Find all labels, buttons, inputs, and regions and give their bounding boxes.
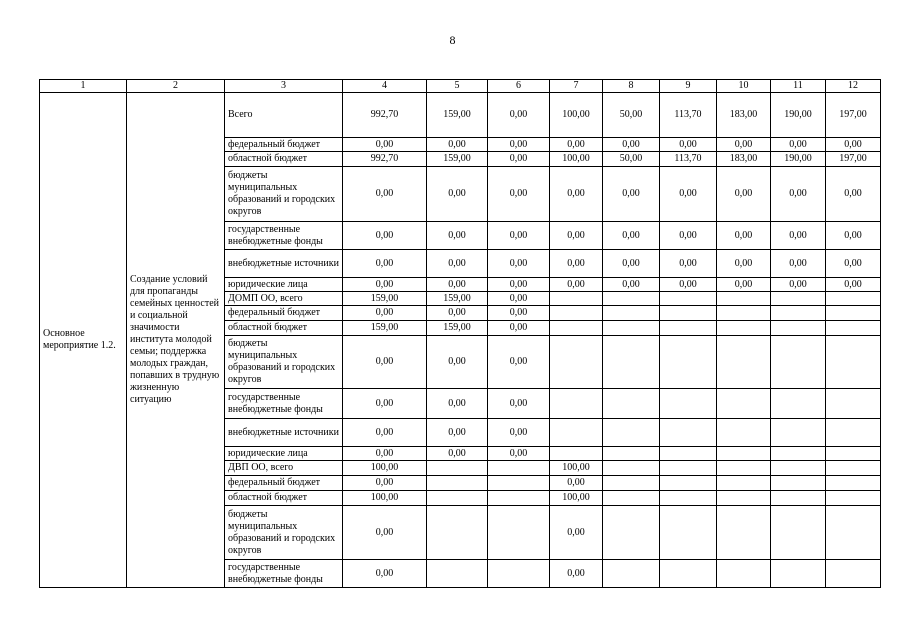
value-cell bbox=[660, 461, 717, 476]
value-cell: 0,00 bbox=[488, 447, 550, 461]
funding-source-cell: федеральный бюджет bbox=[225, 138, 343, 152]
value-cell bbox=[771, 560, 826, 588]
value-cell: 0,00 bbox=[826, 278, 881, 292]
value-cell bbox=[771, 292, 826, 306]
value-cell: 0,00 bbox=[717, 278, 771, 292]
value-cell bbox=[550, 306, 603, 321]
value-cell bbox=[603, 292, 660, 306]
value-cell: 0,00 bbox=[488, 419, 550, 447]
value-cell: 183,00 bbox=[717, 93, 771, 138]
value-cell: 113,70 bbox=[660, 93, 717, 138]
value-cell bbox=[771, 447, 826, 461]
value-cell bbox=[771, 306, 826, 321]
value-cell bbox=[717, 336, 771, 389]
column-header: 10 bbox=[717, 80, 771, 93]
value-cell bbox=[660, 321, 717, 336]
value-cell: 159,00 bbox=[343, 321, 427, 336]
value-cell: 113,70 bbox=[660, 152, 717, 167]
value-cell: 0,00 bbox=[427, 447, 488, 461]
value-cell bbox=[603, 389, 660, 419]
value-cell bbox=[660, 336, 717, 389]
value-cell: 100,00 bbox=[343, 491, 427, 506]
value-cell bbox=[427, 476, 488, 491]
value-cell: 0,00 bbox=[488, 306, 550, 321]
value-cell: 0,00 bbox=[660, 250, 717, 278]
value-cell: 992,70 bbox=[343, 152, 427, 167]
value-cell bbox=[488, 560, 550, 588]
value-cell bbox=[826, 321, 881, 336]
value-cell: 0,00 bbox=[660, 167, 717, 222]
value-cell: 0,00 bbox=[717, 250, 771, 278]
value-cell bbox=[603, 321, 660, 336]
value-cell bbox=[603, 491, 660, 506]
value-cell bbox=[771, 461, 826, 476]
value-cell bbox=[603, 461, 660, 476]
value-cell bbox=[603, 476, 660, 491]
column-header: 11 bbox=[771, 80, 826, 93]
funding-source-cell: областной бюджет bbox=[225, 152, 343, 167]
value-cell: 0,00 bbox=[550, 476, 603, 491]
value-cell bbox=[603, 419, 660, 447]
column-header: 9 bbox=[660, 80, 717, 93]
value-cell bbox=[826, 506, 881, 560]
value-cell: 0,00 bbox=[488, 152, 550, 167]
value-cell bbox=[717, 306, 771, 321]
value-cell bbox=[488, 491, 550, 506]
value-cell: 197,00 bbox=[826, 93, 881, 138]
column-header-row bbox=[40, 80, 881, 93]
value-cell: 0,00 bbox=[550, 167, 603, 222]
value-cell bbox=[826, 292, 881, 306]
value-cell bbox=[603, 336, 660, 389]
value-cell: 0,00 bbox=[343, 167, 427, 222]
value-cell bbox=[550, 336, 603, 389]
funding-source-cell: Всего bbox=[225, 93, 343, 138]
value-cell bbox=[826, 461, 881, 476]
value-cell: 159,00 bbox=[427, 292, 488, 306]
column-header: 3 bbox=[225, 80, 343, 93]
funding-source-cell: внебюджетные источники bbox=[225, 419, 343, 447]
value-cell: 0,00 bbox=[603, 250, 660, 278]
value-cell bbox=[427, 491, 488, 506]
value-cell: 0,00 bbox=[488, 389, 550, 419]
value-cell: 0,00 bbox=[550, 278, 603, 292]
value-cell bbox=[660, 447, 717, 461]
value-cell bbox=[427, 461, 488, 476]
value-cell: 0,00 bbox=[488, 278, 550, 292]
value-cell: 0,00 bbox=[771, 250, 826, 278]
value-cell: 0,00 bbox=[550, 138, 603, 152]
funding-source-cell: юридические лица bbox=[225, 278, 343, 292]
value-cell bbox=[488, 476, 550, 491]
value-cell: 190,00 bbox=[771, 93, 826, 138]
value-cell: 0,00 bbox=[488, 321, 550, 336]
value-cell bbox=[771, 476, 826, 491]
column-header: 2 bbox=[127, 80, 225, 93]
value-cell: 0,00 bbox=[427, 306, 488, 321]
value-cell: 0,00 bbox=[427, 336, 488, 389]
value-cell: 0,00 bbox=[343, 560, 427, 588]
value-cell bbox=[717, 292, 771, 306]
activity-cell: Основное мероприятие 1.2. bbox=[40, 93, 127, 588]
table-row bbox=[40, 93, 881, 138]
funding-source-cell: бюджеты муниципальных образований и городских округов bbox=[225, 506, 343, 560]
value-cell: 0,00 bbox=[771, 138, 826, 152]
value-cell bbox=[550, 292, 603, 306]
value-cell bbox=[550, 389, 603, 419]
value-cell bbox=[771, 336, 826, 389]
value-cell bbox=[826, 560, 881, 588]
funding-source-cell: государственные внебюджетные фонды bbox=[225, 222, 343, 250]
value-cell: 0,00 bbox=[343, 476, 427, 491]
value-cell bbox=[717, 419, 771, 447]
value-cell: 0,00 bbox=[427, 138, 488, 152]
value-cell bbox=[717, 476, 771, 491]
value-cell: 50,00 bbox=[603, 152, 660, 167]
value-cell: 0,00 bbox=[427, 250, 488, 278]
value-cell: 0,00 bbox=[488, 93, 550, 138]
value-cell: 100,00 bbox=[550, 93, 603, 138]
funding-source-cell: внебюджетные источники bbox=[225, 250, 343, 278]
value-cell bbox=[717, 506, 771, 560]
funding-source-cell: государственные внебюджетные фонды bbox=[225, 389, 343, 419]
value-cell bbox=[603, 447, 660, 461]
value-cell: 183,00 bbox=[717, 152, 771, 167]
column-header: 6 bbox=[488, 80, 550, 93]
value-cell: 992,70 bbox=[343, 93, 427, 138]
value-cell bbox=[717, 447, 771, 461]
value-cell bbox=[488, 461, 550, 476]
budget-table bbox=[39, 79, 881, 588]
value-cell: 0,00 bbox=[717, 138, 771, 152]
value-cell: 100,00 bbox=[550, 461, 603, 476]
value-cell bbox=[771, 491, 826, 506]
value-cell: 100,00 bbox=[550, 491, 603, 506]
value-cell: 159,00 bbox=[427, 93, 488, 138]
value-cell bbox=[826, 389, 881, 419]
funding-source-cell: областной бюджет bbox=[225, 321, 343, 336]
column-header: 4 bbox=[343, 80, 427, 93]
value-cell bbox=[660, 491, 717, 506]
value-cell: 0,00 bbox=[826, 222, 881, 250]
funding-source-cell: федеральный бюджет bbox=[225, 306, 343, 321]
value-cell: 0,00 bbox=[660, 138, 717, 152]
value-cell bbox=[826, 491, 881, 506]
value-cell bbox=[771, 419, 826, 447]
value-cell: 0,00 bbox=[488, 138, 550, 152]
value-cell: 0,00 bbox=[343, 138, 427, 152]
value-cell: 50,00 bbox=[603, 93, 660, 138]
value-cell: 0,00 bbox=[343, 222, 427, 250]
value-cell bbox=[427, 560, 488, 588]
value-cell: 0,00 bbox=[488, 336, 550, 389]
value-cell bbox=[660, 306, 717, 321]
value-cell: 0,00 bbox=[603, 167, 660, 222]
funding-source-cell: областной бюджет bbox=[225, 491, 343, 506]
value-cell bbox=[717, 321, 771, 336]
value-cell bbox=[550, 321, 603, 336]
value-cell: 0,00 bbox=[660, 278, 717, 292]
value-cell bbox=[427, 506, 488, 560]
value-cell: 0,00 bbox=[603, 138, 660, 152]
value-cell: 159,00 bbox=[343, 292, 427, 306]
value-cell: 0,00 bbox=[826, 138, 881, 152]
value-cell bbox=[550, 447, 603, 461]
value-cell: 0,00 bbox=[660, 222, 717, 250]
value-cell: 0,00 bbox=[343, 389, 427, 419]
value-cell bbox=[771, 506, 826, 560]
value-cell: 0,00 bbox=[550, 560, 603, 588]
value-cell bbox=[660, 476, 717, 491]
value-cell bbox=[717, 560, 771, 588]
value-cell: 0,00 bbox=[427, 389, 488, 419]
value-cell bbox=[826, 336, 881, 389]
value-cell bbox=[660, 389, 717, 419]
value-cell: 0,00 bbox=[488, 222, 550, 250]
column-header: 8 bbox=[603, 80, 660, 93]
funding-source-cell: ДВП ОО, всего bbox=[225, 461, 343, 476]
funding-source-cell: федеральный бюджет bbox=[225, 476, 343, 491]
value-cell: 0,00 bbox=[603, 278, 660, 292]
value-cell bbox=[660, 506, 717, 560]
value-cell: 0,00 bbox=[343, 336, 427, 389]
page-number: 8 bbox=[449, 33, 456, 47]
value-cell: 159,00 bbox=[427, 152, 488, 167]
value-cell bbox=[771, 389, 826, 419]
value-cell: 0,00 bbox=[550, 222, 603, 250]
funding-source-cell: бюджеты муниципальных образований и городских округов bbox=[225, 167, 343, 222]
value-cell bbox=[717, 461, 771, 476]
value-cell: 0,00 bbox=[717, 167, 771, 222]
value-cell: 0,00 bbox=[343, 306, 427, 321]
value-cell: 0,00 bbox=[343, 419, 427, 447]
value-cell bbox=[826, 447, 881, 461]
value-cell bbox=[660, 292, 717, 306]
value-cell: 100,00 bbox=[550, 152, 603, 167]
table-body bbox=[40, 80, 881, 588]
value-cell bbox=[550, 419, 603, 447]
column-header: 1 bbox=[40, 80, 127, 93]
value-cell: 100,00 bbox=[343, 461, 427, 476]
value-cell bbox=[603, 560, 660, 588]
value-cell: 0,00 bbox=[826, 167, 881, 222]
value-cell bbox=[603, 506, 660, 560]
value-cell: 0,00 bbox=[427, 167, 488, 222]
value-cell: 0,00 bbox=[550, 506, 603, 560]
value-cell: 0,00 bbox=[343, 250, 427, 278]
value-cell: 0,00 bbox=[343, 506, 427, 560]
value-cell: 0,00 bbox=[771, 222, 826, 250]
value-cell bbox=[488, 506, 550, 560]
value-cell: 0,00 bbox=[343, 447, 427, 461]
value-cell: 197,00 bbox=[826, 152, 881, 167]
value-cell bbox=[826, 476, 881, 491]
value-cell: 0,00 bbox=[771, 278, 826, 292]
value-cell: 0,00 bbox=[717, 222, 771, 250]
value-cell bbox=[826, 306, 881, 321]
funding-source-cell: юридические лица bbox=[225, 447, 343, 461]
value-cell bbox=[717, 491, 771, 506]
value-cell: 0,00 bbox=[550, 250, 603, 278]
description-cell: Создание условий для пропаганды семейных ценностей и социальной значимости института молодой семьи; поддержка молодых граждан, попавших в трудную жизненную ситуацию bbox=[127, 93, 225, 588]
value-cell bbox=[660, 419, 717, 447]
funding-source-cell: ДОМП ОО, всего bbox=[225, 292, 343, 306]
value-cell bbox=[717, 389, 771, 419]
value-cell: 159,00 bbox=[427, 321, 488, 336]
value-cell: 0,00 bbox=[488, 292, 550, 306]
value-cell: 0,00 bbox=[343, 278, 427, 292]
value-cell bbox=[826, 419, 881, 447]
value-cell: 0,00 bbox=[771, 167, 826, 222]
value-cell: 0,00 bbox=[603, 222, 660, 250]
column-header: 12 bbox=[826, 80, 881, 93]
value-cell: 0,00 bbox=[427, 278, 488, 292]
value-cell: 0,00 bbox=[427, 419, 488, 447]
value-cell: 190,00 bbox=[771, 152, 826, 167]
funding-source-cell: государственные внебюджетные фонды bbox=[225, 560, 343, 588]
column-header: 5 bbox=[427, 80, 488, 93]
funding-source-cell: бюджеты муниципальных образований и городских округов bbox=[225, 336, 343, 389]
value-cell: 0,00 bbox=[488, 167, 550, 222]
value-cell: 0,00 bbox=[488, 250, 550, 278]
value-cell: 0,00 bbox=[826, 250, 881, 278]
value-cell bbox=[660, 560, 717, 588]
column-header: 7 bbox=[550, 80, 603, 93]
value-cell bbox=[603, 306, 660, 321]
value-cell bbox=[771, 321, 826, 336]
value-cell: 0,00 bbox=[427, 222, 488, 250]
